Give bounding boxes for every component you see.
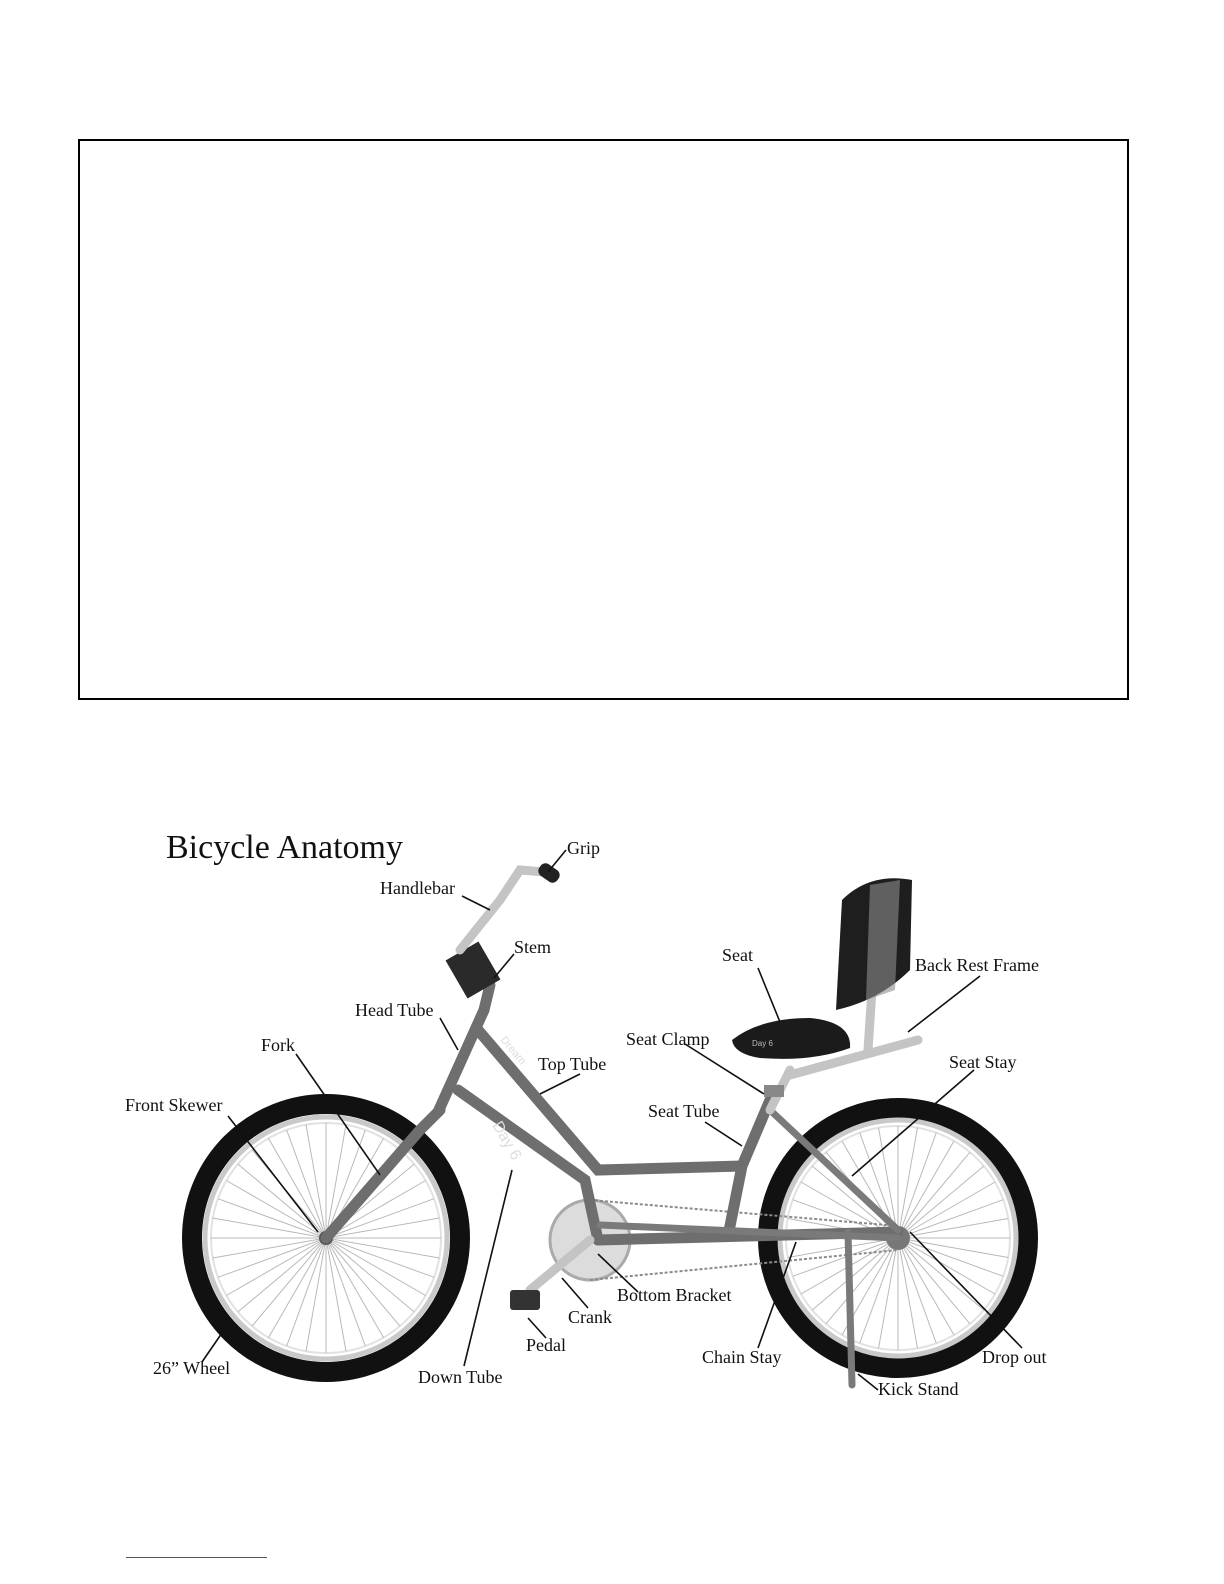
seat-decal: Day 6: [752, 1039, 773, 1048]
label-seat-tube: Seat Tube: [648, 1101, 720, 1121]
pedal-shape: [510, 1290, 540, 1310]
label-handlebar: Handlebar: [380, 878, 455, 898]
label-kick-stand: Kick Stand: [878, 1379, 959, 1399]
label-pedal: Pedal: [526, 1335, 566, 1355]
label-bottom-bracket: Bottom Bracket: [617, 1285, 732, 1305]
label-top-tube: Top Tube: [538, 1054, 607, 1074]
label-seat: Seat: [722, 945, 753, 965]
label-crank: Crank: [568, 1307, 612, 1327]
label-chain-stay: Chain Stay: [702, 1347, 782, 1367]
frame-decal-dream: Dream: [497, 1034, 529, 1068]
label-grip: Grip: [567, 838, 600, 858]
seat-shape: [732, 1018, 850, 1059]
label-back-rest-frame: Back Rest Frame: [915, 955, 1039, 975]
label-stem: Stem: [514, 937, 552, 957]
label-head-tube: Head Tube: [355, 1000, 434, 1020]
label-wheel: 26” Wheel: [153, 1358, 231, 1378]
label-seat-stay: Seat Stay: [949, 1052, 1017, 1072]
label-fork: Fork: [261, 1035, 296, 1055]
label-front-skewer: Front Skewer: [125, 1095, 223, 1115]
frame-decal-day6: Day 6: [488, 1118, 525, 1164]
footer-link-underline: [126, 1557, 267, 1558]
diagram-title: Bicycle Anatomy: [166, 829, 404, 866]
label-down-tube: Down Tube: [418, 1367, 503, 1387]
label-seat-clamp: Seat Clamp: [626, 1029, 710, 1049]
label-drop-out: Drop out: [982, 1347, 1047, 1367]
